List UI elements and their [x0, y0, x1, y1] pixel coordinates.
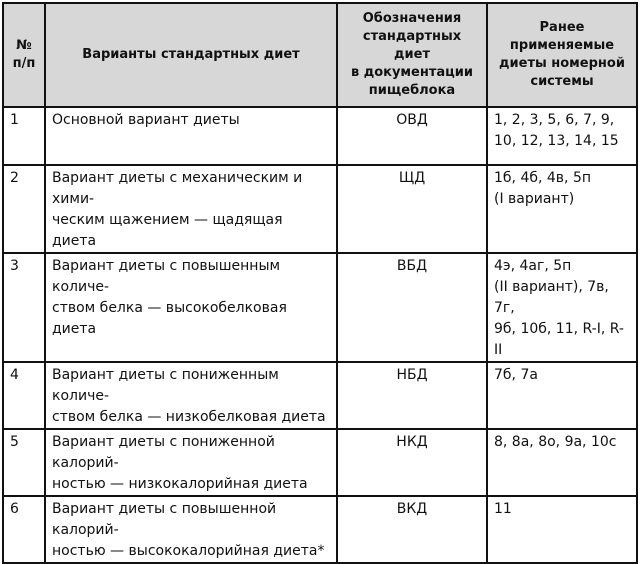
- row-old-diets: [487, 107, 637, 165]
- row-variant-line: ческим щажением — щадящая диета: [52, 212, 283, 249]
- row-variant-line: Вариант диеты с повышенной калорий-: [52, 501, 277, 538]
- table-row: [3, 496, 637, 563]
- row-number: 3: [3, 253, 45, 362]
- row-code: ВБД: [337, 253, 487, 362]
- header-code-line-1: Обозначения: [362, 11, 462, 26]
- row-old-diets: [487, 429, 637, 496]
- row-number: 2: [3, 165, 45, 253]
- row-variant: [45, 496, 337, 563]
- row-old-line: 11: [494, 501, 512, 517]
- table-header-row: [3, 3, 637, 107]
- table-row: [3, 165, 637, 253]
- header-old-system: [487, 3, 637, 107]
- header-number: [3, 3, 45, 107]
- table-row: [3, 362, 637, 429]
- row-variant-line: Вариант диеты с пониженной калорий-: [52, 434, 275, 471]
- row-old-line: 4э, 4аг, 5п: [494, 258, 572, 274]
- table-row: [3, 253, 637, 362]
- row-old-line: 10, 12, 13, 14, 15: [494, 133, 619, 149]
- row-old-diets: [487, 165, 637, 253]
- table-row: [3, 429, 637, 496]
- row-variant-line: Основной вариант диеты: [52, 112, 240, 128]
- row-old-line: (II вариант), 7в, 7г,: [494, 279, 609, 316]
- row-old-diets: [487, 362, 637, 429]
- row-variant-line: Вариант диеты с пониженным количе-: [52, 367, 279, 404]
- row-number: 5: [3, 429, 45, 496]
- header-code-line-4: пищеблока: [368, 83, 456, 98]
- row-variant-line: ством белка — низкобелковая диета: [52, 409, 326, 425]
- row-variant-line: Вариант диеты с повышенным количе-: [52, 258, 281, 295]
- row-number: 4: [3, 362, 45, 429]
- row-old-line: 8, 8а, 8о, 9а, 10с: [494, 434, 617, 450]
- row-variant: [45, 107, 337, 165]
- row-code: НКД: [337, 429, 487, 496]
- row-variant-line: Вариант диеты с механическим и хими-: [52, 170, 303, 207]
- row-code: НБД: [337, 362, 487, 429]
- row-number: 6: [3, 496, 45, 563]
- header-number-line-2: п/п: [12, 56, 36, 71]
- header-variant-text: Варианты стандартных диет: [82, 47, 300, 62]
- header-code-line-3: в документации: [350, 65, 474, 80]
- row-old-diets: [487, 253, 637, 362]
- row-old-line: 1, 2, 3, 5, 6, 7, 9,: [494, 112, 615, 128]
- row-variant: [45, 429, 337, 496]
- header-old-line-4: системы: [530, 74, 594, 89]
- header-old-line-3: диеты номерной: [499, 56, 625, 71]
- header-old-line-1: Ранее: [539, 20, 585, 35]
- row-variant-line: ностью — низкокалорийная диета: [52, 476, 308, 492]
- row-old-line: 7б, 7а: [494, 367, 538, 383]
- header-code-line-2: стандартных диет: [362, 29, 462, 62]
- row-old-line: 9б, 10б, 11, R-I, R-II: [494, 321, 624, 358]
- table-row: [3, 107, 637, 165]
- header-number-line-1: №: [16, 38, 32, 53]
- row-number: 1: [3, 107, 45, 165]
- row-variant: [45, 362, 337, 429]
- header-variant: [45, 3, 337, 107]
- diet-variants-table: [2, 2, 638, 564]
- row-variant-line: ством белка — высокобелковая диета: [52, 300, 287, 337]
- row-code: ОВД: [337, 107, 487, 165]
- row-variant: [45, 253, 337, 362]
- row-code: ЩД: [337, 165, 487, 253]
- row-old-line: 1б, 4б, 4в, 5п: [494, 170, 592, 186]
- row-code: ВКД: [337, 496, 487, 563]
- row-old-line: (I вариант): [494, 191, 575, 207]
- row-variant: [45, 165, 337, 253]
- row-old-diets: [487, 496, 637, 563]
- row-variant-line: ностью — высококалорийная диета*: [52, 543, 325, 559]
- header-code: [337, 3, 487, 107]
- header-old-line-2: применяемые: [509, 38, 615, 53]
